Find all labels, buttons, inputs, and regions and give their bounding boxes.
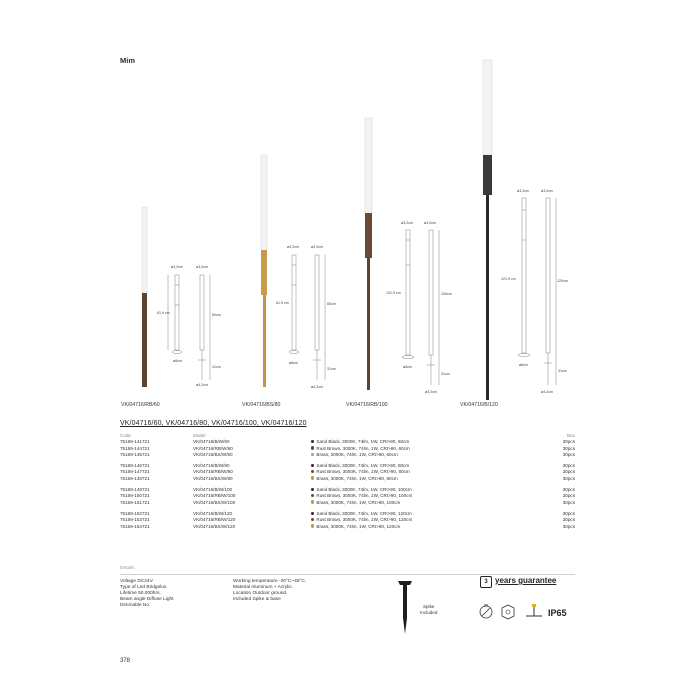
dim-h-80: 80cm xyxy=(327,302,336,306)
guarantee-badge xyxy=(480,576,556,588)
dim-d2-100: ø3,0cm xyxy=(424,221,436,225)
dim-base-80: ø8cm xyxy=(289,361,298,365)
dim-spike-100: 31cm xyxy=(441,372,450,376)
product-image-80 xyxy=(261,155,267,387)
cell-code: 75169-153721 xyxy=(120,517,150,523)
cell-model: VK/04716/BS/W/60 xyxy=(193,451,233,457)
spec-working-temp: Working temperature -20°C~45°C. xyxy=(233,579,307,584)
cell-code: 75169-141721 xyxy=(120,439,150,445)
cell-box: 30pcs xyxy=(562,463,575,469)
cell-model: VK/04716/B/W/100 xyxy=(193,487,233,493)
header-code: Code xyxy=(120,433,131,438)
table-row xyxy=(120,524,575,530)
details-label: Details xyxy=(120,566,135,571)
dim-side-80: 81,9 cm xyxy=(276,301,289,305)
section-title: Mim xyxy=(120,56,135,65)
guarantee-text: years guarantee xyxy=(495,576,557,585)
dim-spiked-100: ø4,2cm xyxy=(425,390,437,394)
dim-base-120: ø8cm xyxy=(519,363,528,367)
dim-spiked-60: ø4,2cm xyxy=(196,383,208,387)
spec-dimmable: Dimmable No. xyxy=(120,603,151,608)
cell-box: 30pcs xyxy=(562,493,575,499)
dim-d1-60: ø3,2cm xyxy=(171,265,183,269)
cell-code: 75169-147721 xyxy=(120,469,150,475)
cell-description-text: Brass, 3000K, 74lm, 1W, CRI>90, 80cm xyxy=(316,475,398,481)
cell-box: 30pcs xyxy=(562,475,575,481)
cell-description-text: Sand Black, 3000K, 74lm, 1W, CRI>90, 80cm xyxy=(316,463,410,469)
product-image-100 xyxy=(365,118,372,390)
product-caption-100: VK/04716/RB/100 xyxy=(346,402,388,408)
spike-label xyxy=(420,604,437,615)
product-image-120 xyxy=(483,60,492,400)
color-swatch xyxy=(311,470,314,473)
cell-description xyxy=(311,524,511,530)
color-swatch xyxy=(311,453,314,456)
cell-code: 75169-151721 xyxy=(120,499,150,505)
dim-spike-80: 31cm xyxy=(327,367,336,371)
color-swatch xyxy=(311,512,314,515)
cell-box: 30pcs xyxy=(562,445,575,451)
guarantee-years: 3 xyxy=(480,576,492,588)
dim-d2-120: ø3,0cm xyxy=(541,189,553,193)
spec-location: Location Outdoor ground. xyxy=(233,591,288,596)
spec-beam-angle: Beam angle Diffuse Light xyxy=(120,597,174,602)
dim-spiked-80: ø4,2cm xyxy=(311,385,323,389)
cell-code: 75169-148721 xyxy=(120,475,150,481)
dim-spike-120: 31cm xyxy=(558,369,567,373)
certification-icons xyxy=(478,602,548,622)
ip-rating: IP65 xyxy=(548,608,567,618)
product-image-60 xyxy=(142,207,147,387)
dim-base-60: ø8cm xyxy=(173,359,182,363)
color-swatch xyxy=(311,518,314,521)
cell-description-text: Brass, 3000K, 74lm, 1W, CRI>90, 120cm xyxy=(316,523,401,529)
color-swatch xyxy=(311,464,314,467)
cell-model: VK/04716/RB/W/100 xyxy=(193,493,236,499)
spec-led-type: Type of Led Bridgelux xyxy=(120,585,167,590)
cell-code: 75169-145721 xyxy=(120,451,150,457)
cell-model: VK/04716/B/W/120 xyxy=(193,510,233,516)
product-caption-120: VK/04716/B/120 xyxy=(460,402,498,408)
dim-spike-60: 31cm xyxy=(212,365,221,369)
cell-description-text: Sand Black, 3000K, 74lm, 1W, CRI>90, 120cm xyxy=(316,510,412,516)
product-table xyxy=(120,433,575,530)
dimension-drawing-100 xyxy=(402,230,439,385)
cell-model: VK/04716/RB/W/60 xyxy=(193,445,233,451)
color-swatch xyxy=(311,446,314,449)
spike-label-line-1: Spike xyxy=(422,604,435,609)
dim-d2-80: ø3,0cm xyxy=(311,245,323,249)
cell-box: 30pcs xyxy=(562,499,575,505)
dim-side-60: 61,9 cm xyxy=(157,311,170,315)
dimension-drawing-120 xyxy=(518,198,556,385)
cell-model: VK/04716/BS/W/80 xyxy=(193,475,233,481)
dim-h-100: 100cm xyxy=(441,292,452,296)
ground-install-icon xyxy=(526,604,542,616)
class-rating-icon xyxy=(502,605,514,619)
dim-d1-120: ø3,2cm xyxy=(517,189,529,193)
product-caption-80: VK/04716/BS/80 xyxy=(242,402,281,408)
dim-h-60: 60cm xyxy=(212,313,221,317)
cell-box: 30pcs xyxy=(562,510,575,516)
cell-code: 75169-150721 xyxy=(120,493,150,499)
dim-d1-100: ø3,2cm xyxy=(401,221,413,225)
spike-icon xyxy=(390,578,420,638)
cell-code: 75169-154721 xyxy=(120,523,150,529)
cell-code: 75169-152721 xyxy=(120,510,150,516)
color-swatch xyxy=(311,476,314,479)
color-swatch xyxy=(311,500,314,503)
color-swatch xyxy=(311,524,314,527)
dim-d2-60: ø3,0cm xyxy=(196,265,208,269)
cell-description-text: Brass, 3000K, 74lm, 1W, CRI>90, 100cm xyxy=(316,499,401,505)
cell-code: 75169-146721 xyxy=(120,463,150,469)
cell-description-text: Rust Brown, 3000K, 74lm, 1W, CRI>90, 80cm xyxy=(316,469,410,475)
color-swatch xyxy=(311,440,314,443)
cell-model: VK/04716/BS/W/100 xyxy=(193,499,236,505)
dim-base-100: ø8cm xyxy=(403,365,412,369)
spec-voltage: Voltage DC24V. xyxy=(120,579,154,584)
cell-box: 30pcs xyxy=(562,487,575,493)
spec-material: Material Aluminum + Acrylic. xyxy=(233,585,294,590)
cell-box: 30pcs xyxy=(562,451,575,457)
cell-description-text: Brass, 3000K, 74lm, 1W, CRI>90, 60cm xyxy=(316,451,398,457)
product-caption-60: VK/04716/RB/60 xyxy=(121,402,160,408)
details-col-1 xyxy=(120,579,174,609)
beam-angle-icon xyxy=(480,605,492,618)
cell-box: 30pcs xyxy=(562,517,575,523)
dim-d1-80: ø3,2cm xyxy=(287,245,299,249)
cell-description-text: Rust Brown, 3000K, 74lm, 1W, CRI>90, 60cm xyxy=(316,445,410,451)
spike-label-line-2: Included xyxy=(420,609,438,615)
dim-spiked-120: ø4,2cm xyxy=(541,390,553,394)
cell-model: VK/04716/BS/W/120 xyxy=(193,523,236,529)
cell-description-text: Sand Black, 3000K, 74lm, 1W, CRI>90, 60cm xyxy=(316,439,410,445)
cell-model: VK/04716/B/W/60 xyxy=(193,439,230,445)
spec-included: Included Spike & base xyxy=(233,597,281,602)
color-swatch xyxy=(311,494,314,497)
page-number: 378 xyxy=(120,658,131,664)
cell-box: 30pcs xyxy=(562,469,575,475)
color-swatch xyxy=(311,488,314,491)
details-col-2 xyxy=(233,579,306,603)
cell-description-text: Rust Brown, 3000K, 74lm, 1W, CRI>90, 100cm xyxy=(316,493,413,499)
spec-lifetime: Lifetime 50.000hrs. xyxy=(120,591,161,596)
details-divider xyxy=(120,574,575,575)
table-body xyxy=(120,439,575,530)
dimension-drawing-60 xyxy=(168,275,210,380)
dim-side-100: 101,9 cm xyxy=(386,291,401,295)
dim-h-120: 120cm xyxy=(557,279,568,283)
cell-model: VK/04716/B/W/80 xyxy=(193,463,230,469)
dim-side-120: 121,9 cm xyxy=(501,277,516,281)
cell-model: VK/04716/RB/W/120 xyxy=(193,517,236,523)
header-model: Model xyxy=(193,433,206,438)
cell-box: 30pcs xyxy=(562,439,575,445)
cell-model: VK/04716/RB/W/80 xyxy=(193,469,233,475)
cell-description-text: Rust Brown, 3000K, 74lm, 1W, CRI>90, 120cm xyxy=(316,517,413,523)
cell-box: 30pcs xyxy=(562,523,575,529)
header-box: Box xyxy=(567,433,575,438)
cell-code: 75169-144721 xyxy=(120,445,150,451)
table-heading: VK/04716/60, VK/04716/80, VK/04716/100, VK/04716/120 xyxy=(120,420,307,427)
cell-code: 75169-149721 xyxy=(120,487,150,493)
cell-description-text: Sand Black, 3000K, 74lm, 1W, CRI>90, 100cm xyxy=(316,487,412,493)
